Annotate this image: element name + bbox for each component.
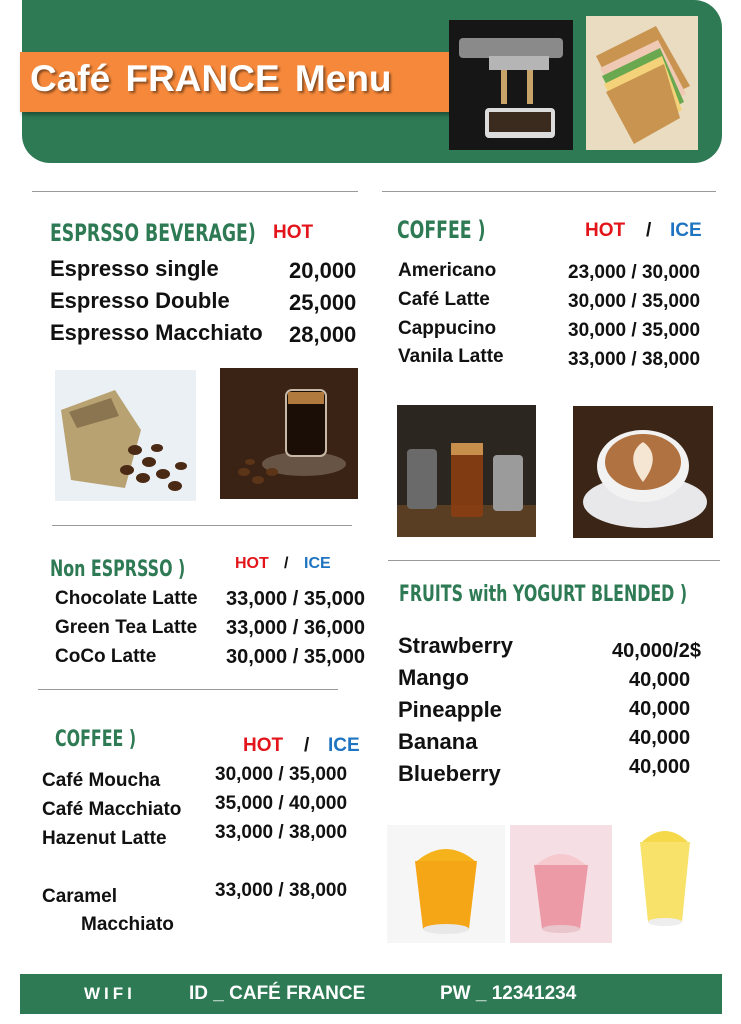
menu-item-price: 40,000/2$ — [612, 640, 701, 662]
espresso-cup-photo — [220, 368, 358, 499]
coffee-top-slash: / — [646, 220, 652, 241]
coffee-bean-sack-photo — [55, 370, 196, 501]
sandwich-photo — [586, 16, 698, 150]
menu-item-name: Strawberry — [398, 633, 513, 658]
menu-item-price: 33,000 / 35,000 — [226, 588, 366, 610]
menu-item-price: 40,000 — [629, 698, 691, 720]
menu-item-price: 40,000 — [629, 727, 691, 749]
menu-item-price: 30,000 / 35,000 — [568, 320, 701, 341]
espresso-hot-label: HOT — [273, 222, 314, 243]
coffee-bottom-hot-label: HOT — [243, 735, 284, 756]
menu-item-name: Pineapple — [398, 697, 502, 722]
mango-smoothie-photo — [387, 825, 505, 943]
menu-item-price: 25,000 — [289, 290, 357, 315]
espresso-heading: ESPRSSO BEVERAGE) — [50, 219, 256, 247]
coffee-bottom-slash: / — [304, 735, 310, 756]
wifi-password: PW _ 12341234 — [440, 983, 577, 1004]
menu-item-name: Banana — [398, 729, 478, 754]
strawberry-smoothie-photo — [510, 825, 612, 943]
menu-item-price: 33,000 / 38,000 — [215, 822, 348, 843]
divider — [382, 191, 716, 192]
coffee-bottom-heading: COFFEE ) — [55, 727, 137, 752]
divider — [32, 191, 358, 192]
menu-item-price: 30,000 / 35,000 — [226, 646, 366, 668]
menu-item-name: CoCo Latte — [55, 646, 157, 667]
espresso-machine-photo — [449, 20, 573, 150]
divider — [52, 525, 352, 526]
menu-item-name: Café Macchiato — [42, 799, 182, 820]
coffee-top-hot-label: HOT — [585, 220, 626, 241]
menu-item-name: Espresso Double — [50, 288, 230, 313]
non-espresso-slash: / — [284, 555, 289, 572]
menu-item-price: 23,000 / 30,000 — [568, 262, 701, 283]
iced-coffee-photo — [397, 405, 536, 537]
menu-item-price: 33,000 / 38,000 — [568, 349, 701, 370]
menu-item-price: 28,000 — [289, 322, 357, 347]
divider — [388, 560, 720, 561]
menu-item-price: 30,000 / 35,000 — [568, 291, 701, 312]
menu-item-price: 33,000 / 36,000 — [226, 617, 366, 639]
menu-item-price: 40,000 — [629, 669, 691, 691]
non-espresso-ice-label: ICE — [304, 555, 331, 572]
menu-item-name: Blueberry — [398, 761, 501, 786]
page-title: Café FRANCE Menu — [30, 58, 392, 99]
menu-item-name: Mango — [398, 665, 469, 690]
divider — [38, 689, 338, 690]
menu-item-name: Cappucino — [398, 318, 497, 339]
menu-item-name: Espresso single — [50, 256, 219, 281]
menu-item-name: Macchiato — [81, 914, 174, 935]
non-espresso-hot-label: HOT — [235, 555, 269, 572]
menu-item-name: Americano — [398, 260, 497, 281]
menu-item-name: Espresso Macchiato — [50, 320, 263, 345]
fruits-heading: FRUITS with YOGURT BLENDED ) — [399, 582, 688, 607]
menu-item-name: Café Moucha — [42, 770, 161, 791]
menu-item-name: Chocolate Latte — [55, 588, 198, 609]
menu-item-price: 20,000 — [289, 258, 357, 283]
wifi-label: WIFI — [84, 984, 136, 1003]
non-espresso-heading: Non ESPRSSO ) — [50, 557, 186, 582]
menu-item-name: Caramel — [42, 886, 117, 907]
menu-item-price: 35,000 / 40,000 — [215, 793, 348, 814]
coffee-top-heading: COFFEE ) — [397, 216, 486, 244]
coffee-bottom-ice-label: ICE — [328, 735, 360, 756]
coffee-top-ice-label: ICE — [670, 220, 702, 241]
menu-item-price: 40,000 — [629, 756, 691, 778]
menu-item-price: 30,000 / 35,000 — [215, 764, 348, 785]
wifi-id: ID _ CAFÉ FRANCE — [189, 983, 366, 1004]
menu-item-price: 33,000 / 38,000 — [215, 880, 348, 901]
menu-item-name: Vanila Latte — [398, 346, 504, 367]
menu-item-name: Hazenut Latte — [42, 828, 167, 849]
cappuccino-photo — [573, 406, 713, 538]
pineapple-smoothie-photo — [620, 820, 710, 930]
menu-item-name: Café Latte — [398, 289, 490, 310]
menu-item-name: Green Tea Latte — [55, 617, 198, 638]
